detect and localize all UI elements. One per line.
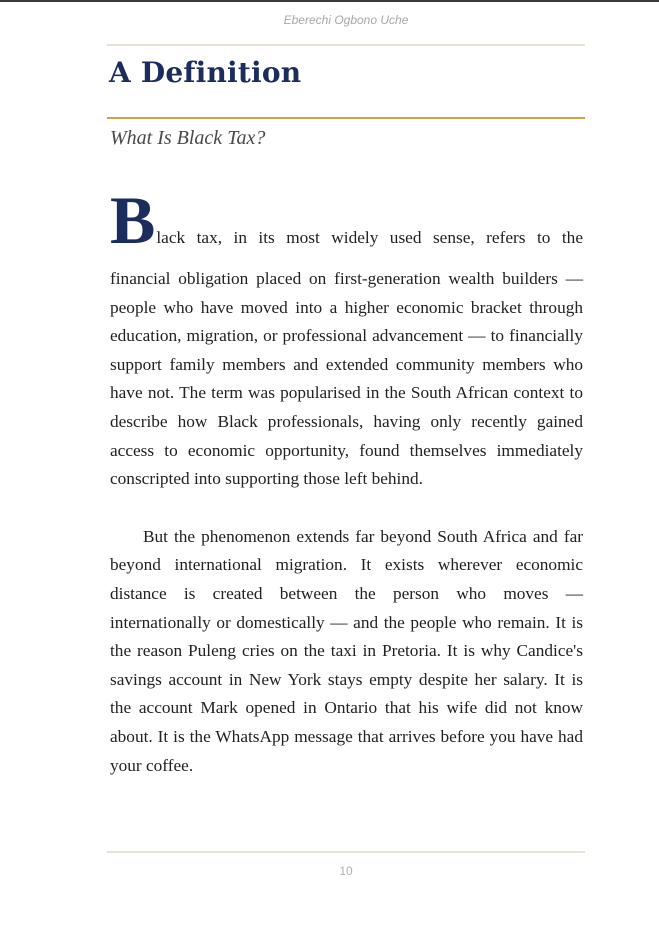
drop-cap: B (110, 182, 156, 258)
page-number: 10 (339, 864, 353, 878)
footer-divider (107, 851, 585, 853)
paragraph (110, 182, 583, 494)
first-line-text: lack tax, in its most widely used sense, refers to the (156, 228, 583, 247)
paragraph-text: financial obligation placed on first-generation wealth builders — people who have moved into a higher economic bracket through education, migration, or professional advancement — to financially support family members and extended community members who have not. The term was popularised in the South African context to describe how Black professionals, having only recently gained access to economic opportunity, found themselves immediately conscripted into supporting those left behind. (110, 269, 583, 489)
paragraph: But the phenomenon extends far beyond South Africa and far beyond international migration. It exists wherever economic distance is created between the person who moves — internationally or domestically — and the people who remain. It is the reason Puleng cries on the taxi in Pretoria. It is why Candice's savings account in New York stays empty despite her salary. It is the account Mark opened in Ontario that his wife did not know about. It is the WhatsApp message that arrives before you have had your coffee. (110, 526, 583, 775)
body-text (110, 182, 583, 780)
chapter-title: A Definition (109, 56, 302, 89)
first-line (110, 182, 583, 265)
window-top-border (0, 0, 659, 2)
section-title: What Is Black Tax? (110, 127, 266, 149)
header-divider (107, 44, 585, 46)
running-head: Eberechi Ogbono Uche (283, 13, 409, 27)
title-divider (107, 117, 585, 119)
